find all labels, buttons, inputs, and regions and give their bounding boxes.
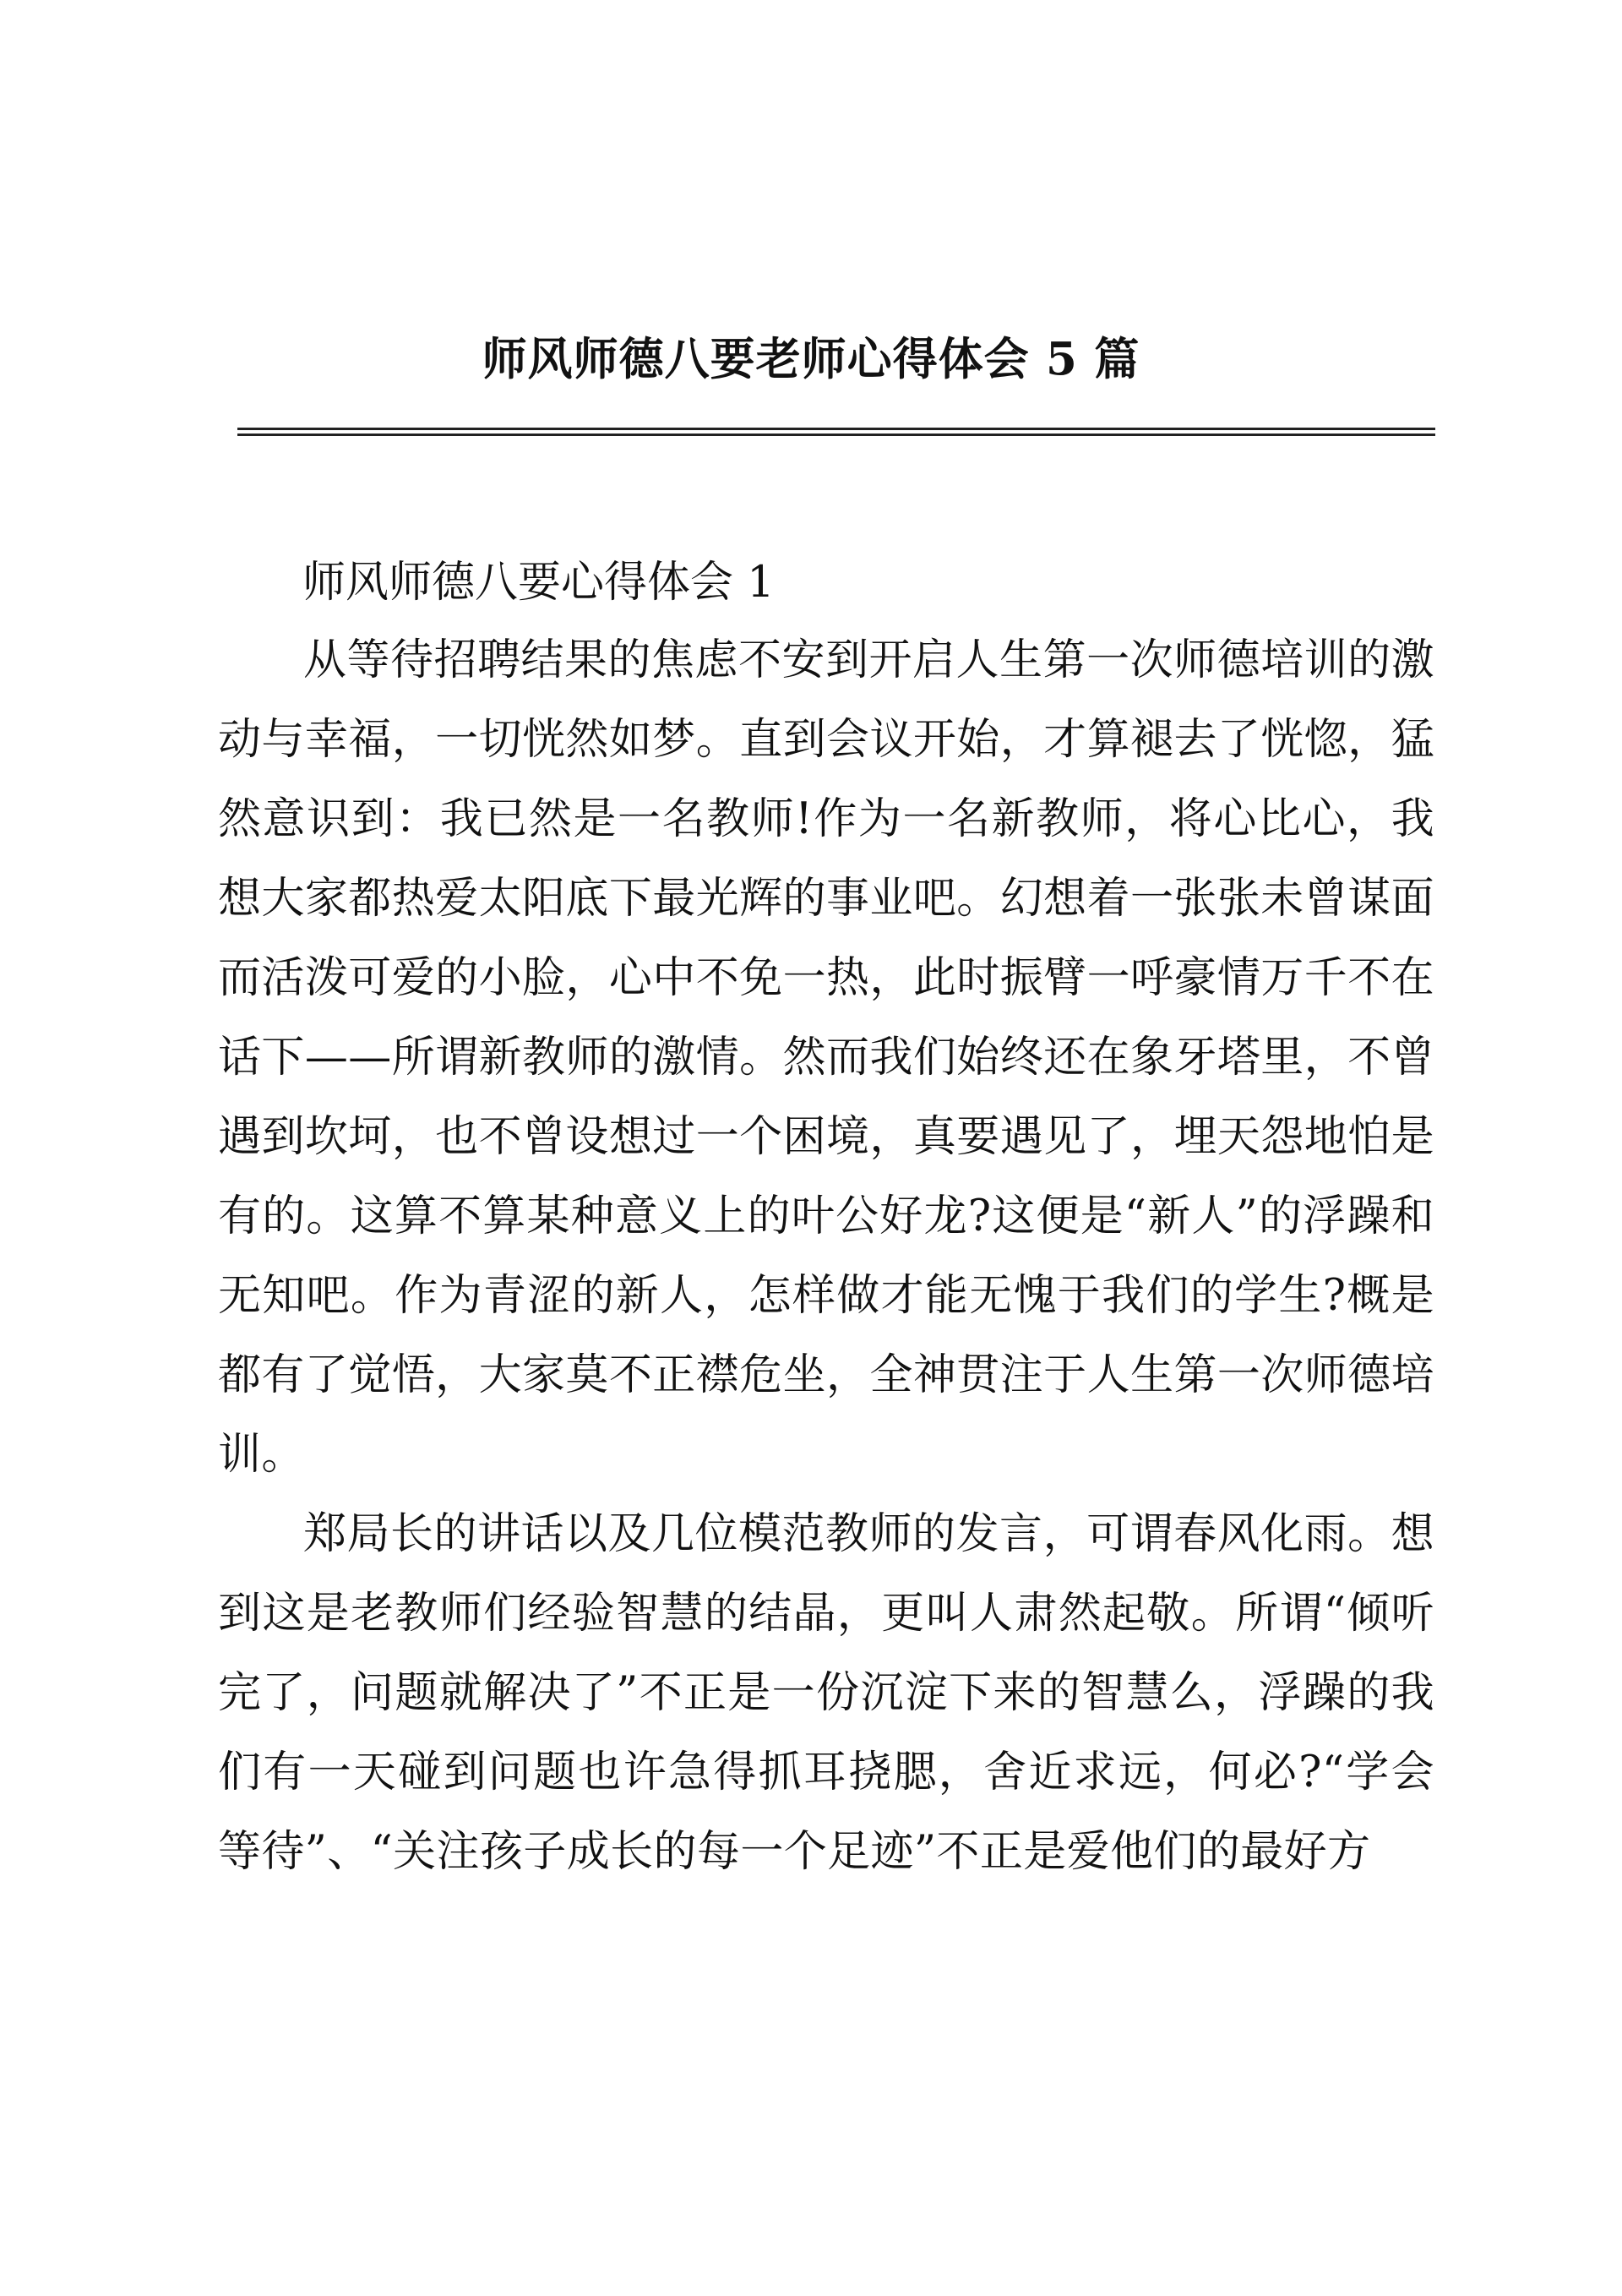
paragraph: 从等待招聘结果的焦虑不安到开启人生第一次师德培训的激动与幸福，一切恍然如梦。直到会议开始，才算褪去了恍惚，猛然意识到：我已然是一名教师!作为一名新教师，将心比心，我想大家都热爱太阳底下最光辉的事业吧。幻想着一张张未曾谋面而活泼可爱的小脸，心中不免一热，此时振臂一呼豪情万千不在话下——所谓新教师的激情。然而我们始终还在象牙塔里，不曾遇到坎坷，也不曾设想过一个困境，真要遇见了，埋天怨地怕是有的。这算不算某种意义上的叶公好龙?这便是“新人”的浮躁和无知吧。作为青涩的新人，怎样做才能无愧于我们的学生?概是都有了觉悟，大家莫不正襟危坐，全神贯注于人生第一次师德培训。 [218,635,1434,1480]
section-heading: 师风师德八要心得体会 1 [302,558,775,608]
document-body [218,545,1434,1892]
paragraph: 郑局长的讲话以及几位模范教师的发言，可谓春风化雨。想到这是老教师们经验智慧的结晶，更叫人肃然起敬。所谓“倾听完了，问题就解决了”不正是一份沉淀下来的智慧么，浮躁的我们有一天碰到问题也许急得抓耳挠腮，舍近求远，何必?“学会等待”、“关注孩子成长的每一个足迹”不正是爱他们的最好方 [218,1509,1434,1877]
title-double-rule [237,428,1435,436]
document-title: 师风师德八要老师心得体会 5 篇 [482,333,1140,385]
